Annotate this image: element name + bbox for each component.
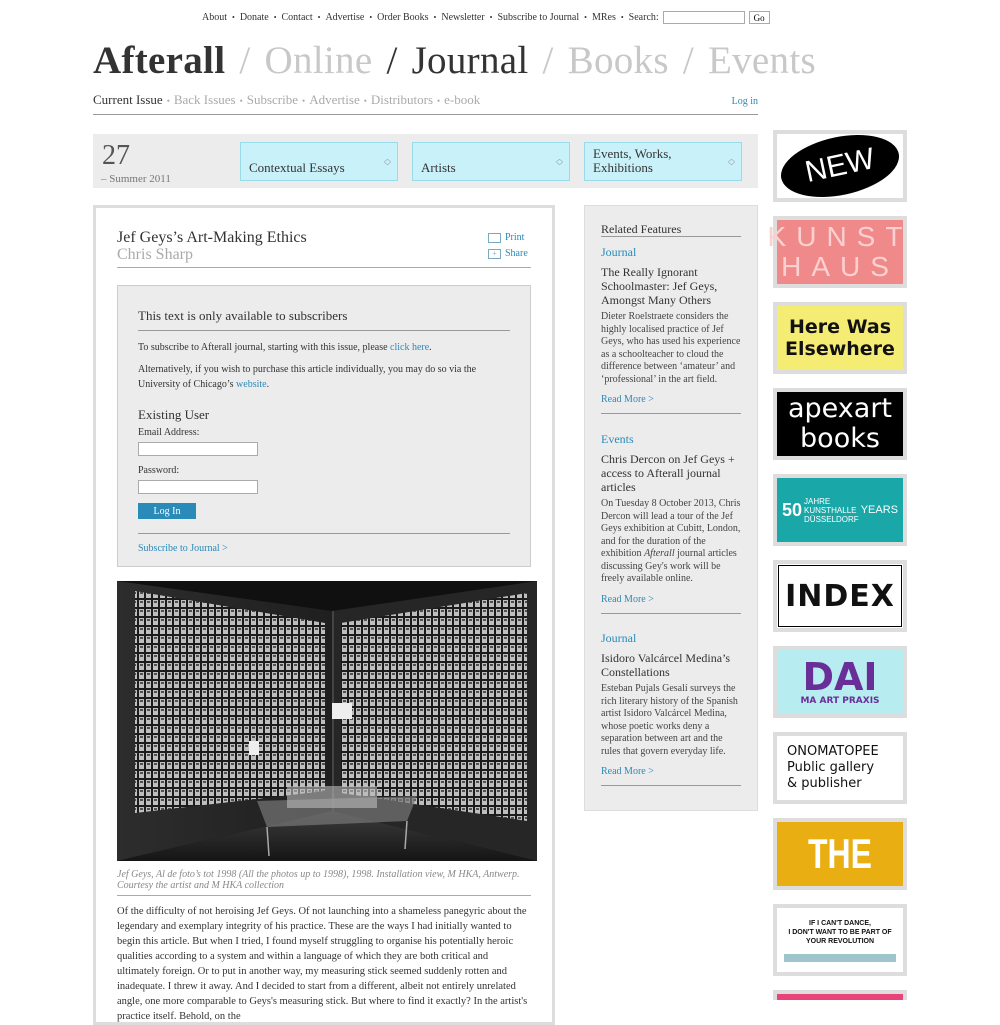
subnav-subscribe[interactable]: Subscribe <box>246 92 299 107</box>
ad-dai-text: DAI <box>802 655 878 699</box>
related-features <box>584 205 758 811</box>
divider <box>138 533 510 534</box>
ad-index-text: INDEX <box>785 578 895 614</box>
subnav-advertise[interactable]: Advertise <box>309 92 360 107</box>
article-body: Of the difficulty of not heroising Jef Geys. Of not launching into a shameless panegyric about the legendary and exemplary integrity of his practice. These are the ways I had initially wanted to begin this article. But when I tried, I found myself struggling to organise his potentially heroic qualities according to a system and within a language of which they are both critical and ultimately foreign. Or to put in another way, my measuring stick seemed suddenly rotten and inadequate. I threw it away. And I decided to start from a different, albeit not entirely unrelated angle, one more comparable to Geys's measuring stick. But where to find it exactly? In the artist's practice itself. Behold, on the <box>117 906 528 1022</box>
separator: / <box>542 39 554 82</box>
related-item <box>601 629 743 786</box>
plus-icon: + <box>488 249 501 259</box>
website-link[interactable]: website <box>236 379 267 390</box>
dropdown-label: Contextual Essays <box>249 160 345 175</box>
article-panel <box>93 205 555 1025</box>
separator: / <box>386 39 398 82</box>
share-label: Share <box>505 248 528 259</box>
top-link-advertise[interactable]: Advertise <box>325 12 365 23</box>
ad-kunsthalle[interactable] <box>773 474 907 546</box>
ad-dance-text-1: IF I CAN'T DANCE, <box>809 919 871 927</box>
click-here-link[interactable]: click here <box>390 342 430 353</box>
separator: • <box>620 13 624 22</box>
ad-the-text: THE <box>808 829 872 877</box>
separator: • <box>302 96 306 106</box>
ad-kunsthalle-top: JAHRE <box>804 496 831 506</box>
ad-apexart-text-2: books <box>800 423 880 454</box>
nav-events[interactable]: Events <box>707 39 816 82</box>
subscribe-journal-link[interactable]: Subscribe to Journal > <box>138 543 228 554</box>
ad-onomatopee[interactable] <box>773 732 907 804</box>
ad-here-was-elsewhere[interactable] <box>773 302 907 374</box>
separator: • <box>489 13 493 22</box>
ad-index[interactable] <box>773 560 907 632</box>
divider <box>601 236 741 237</box>
related-title[interactable]: Isidoro Valcárcel Medina’s Constellations <box>601 651 731 679</box>
print-button[interactable] <box>488 232 524 243</box>
separator: • <box>584 13 587 22</box>
ad-onomatopee-text-2: Public gallery <box>787 760 875 775</box>
divider <box>117 267 531 268</box>
separator: • <box>433 13 437 22</box>
dropdown-events-works[interactable] <box>584 142 742 181</box>
print-label: Print <box>505 232 525 243</box>
photo-caption: Jef Geys, Al de foto’s tot 1998 (All the photos up to 1998), 1998. Installation view, M HKA, Antwerp. Courtesy the artist and M HKA collection <box>117 869 520 891</box>
ad-onomatopee-text-1: ONOMATOPEE <box>787 744 879 759</box>
ad-partial[interactable] <box>773 990 907 1000</box>
ad-apexart-books[interactable] <box>773 388 907 460</box>
subnav-distributors[interactable]: Distributors <box>370 92 434 107</box>
existing-user-heading: Existing User <box>138 407 210 422</box>
ad-dance-text-2: I DON'T WANT TO BE PART OF <box>788 928 892 936</box>
password-field[interactable] <box>138 480 258 494</box>
search-input[interactable] <box>663 11 745 24</box>
password-label: Password: <box>138 465 180 476</box>
ad-kunsthalle-right: YEARS <box>860 504 898 516</box>
ad-elsewhere-text-2: Elsewhere <box>785 338 895 360</box>
share-button[interactable] <box>488 248 528 259</box>
related-item <box>601 430 743 614</box>
subnav-current-issue[interactable]: Current Issue <box>93 92 163 107</box>
subnav-back-issues[interactable]: Back Issues <box>173 92 236 107</box>
photo-image <box>117 581 537 861</box>
separator: • <box>232 13 235 22</box>
separator: / <box>682 39 694 82</box>
ad-apexart-text-1: apexart <box>787 393 893 424</box>
top-links <box>202 11 770 24</box>
divider <box>117 895 531 896</box>
separator: • <box>317 13 321 22</box>
article-title: Jef Geys’s Art-Making Ethics <box>117 229 307 246</box>
main-nav <box>93 38 816 83</box>
issue-season: – Summer 2011 <box>101 173 171 185</box>
dropdown-artists[interactable] <box>412 142 570 181</box>
nav-journal[interactable]: Journal <box>411 39 529 82</box>
installation-photo <box>117 581 537 861</box>
read-more-link[interactable]: Read More > <box>601 593 654 605</box>
related-title[interactable]: Chris Dercon on Jef Geys + access to Afterall journal articles <box>601 452 735 494</box>
related-category-link[interactable]: Journal <box>601 245 637 259</box>
divider <box>601 785 741 786</box>
top-link-newsletter[interactable]: Newsletter <box>441 12 485 23</box>
top-link-order-books[interactable]: Order Books <box>377 12 429 23</box>
issue-number: 27 <box>102 140 130 171</box>
top-link-mres[interactable]: MRes <box>591 12 616 23</box>
ad-dance-text-3: YOUR REVOLUTION <box>805 937 875 945</box>
article-author: Chris Sharp <box>117 246 193 263</box>
ad-kunsthaus-text-1: KUNST <box>767 221 913 252</box>
top-link-contact[interactable]: Contact <box>281 12 313 23</box>
top-link-donate[interactable]: Donate <box>239 12 269 23</box>
subscriber-heading: This text is only available to subscribers <box>138 308 348 323</box>
related-description: On Tuesday 8 October 2013, Chris Dercon will lead a tour of the Jef Geys exhibition at Cubitt, London, and for the duration of the exhibition Afterall journal articles discussing Gey's work will be freely available online. <box>601 498 741 584</box>
ad-kunsthalle-mid1: KUNSTHALLE <box>804 505 857 515</box>
ad-if-i-cant-dance[interactable] <box>773 904 907 976</box>
ad-new[interactable] <box>773 130 907 202</box>
ad-new-text: NEW <box>802 142 878 189</box>
read-more-link[interactable]: Read More > <box>601 394 654 405</box>
separator: • <box>363 96 367 106</box>
sub-nav <box>93 92 758 115</box>
chevron-up-down-icon: ︿ ﹀ <box>728 155 735 170</box>
separator: • <box>273 13 277 22</box>
issue-bar <box>93 134 758 188</box>
separator: • <box>369 13 373 22</box>
ad-onomatopee-text-3: & publisher <box>787 776 862 791</box>
divider <box>601 613 741 614</box>
search-label: Search: <box>628 12 659 23</box>
ad-elsewhere-text-1: Here Was <box>788 316 892 338</box>
divider <box>138 330 510 331</box>
dropdown-label: Artists <box>421 160 456 175</box>
separator: • <box>437 96 441 106</box>
ad-kunsthaus[interactable] <box>767 216 913 288</box>
chevron-up-down-icon: ︿ ﹀ <box>556 155 563 170</box>
purchase-paragraph: Alternatively, if you wish to purchase this article individually, you may do so via the University of Chicago’s website. <box>138 364 477 390</box>
subscriber-box <box>117 285 531 567</box>
login-link[interactable]: Log in <box>731 96 758 107</box>
nav-books[interactable]: Books <box>567 39 669 82</box>
email-field[interactable] <box>138 442 258 456</box>
related-heading: Related Features <box>601 222 682 236</box>
separator: / <box>239 39 251 82</box>
related-item <box>601 243 743 414</box>
subnav-ebook[interactable]: e-book <box>444 92 481 107</box>
dropdown-contextual-essays[interactable] <box>240 142 398 181</box>
related-category-link[interactable]: Journal <box>601 631 637 645</box>
related-title[interactable]: The Really Ignorant Schoolmaster: Jef Geys, Amongst Many Others <box>601 265 718 307</box>
printer-icon <box>488 233 501 243</box>
subscribe-paragraph: To subscribe to Afterall journal, starting with this issue, please click here. <box>138 342 432 353</box>
ad-dai-sub: MA ART PRAXIS <box>800 696 880 706</box>
ad-the[interactable] <box>773 818 907 890</box>
top-link-subscribe[interactable]: Subscribe to Journal <box>497 12 580 23</box>
chevron-up-down-icon: ︿ ﹀ <box>384 155 391 170</box>
ad-dai[interactable] <box>773 646 907 718</box>
top-link-about[interactable]: About <box>202 12 227 23</box>
dropdown-label: Events, Works, Exhibitions <box>593 146 672 175</box>
separator: • <box>166 96 170 106</box>
search-go-button[interactable]: Go <box>749 11 770 24</box>
divider <box>601 413 741 414</box>
email-label: Email Address: <box>138 427 200 438</box>
related-description: Esteban Pujals Gesalí surveys the rich literary history of the Spanish artist Isidoro Valcárcel Medina, whose poetic works deny a separation between art and the rules that govern everyday life. <box>601 683 738 757</box>
related-category-link[interactable]: Events <box>601 432 634 446</box>
separator: • <box>239 96 243 106</box>
ad-kunsthalle-mid2: DÜSSELDORF <box>804 514 859 524</box>
nav-afterall[interactable]: Afterall <box>93 39 226 82</box>
login-button[interactable]: Log In <box>138 503 196 519</box>
related-description: Dieter Roelstraete considers the highly localised practice of Jef Geys, who has used his experience as a schoolteacher to cloud the difference between ‘amateur’ and ‘professional’ in the art field. <box>601 311 741 385</box>
nav-online[interactable]: Online <box>264 39 373 82</box>
ad-kunsthaus-text-2: HAUS <box>781 251 899 282</box>
read-more-link[interactable]: Read More > <box>601 766 654 777</box>
ad-kunsthalle-num: 50 <box>781 499 803 520</box>
